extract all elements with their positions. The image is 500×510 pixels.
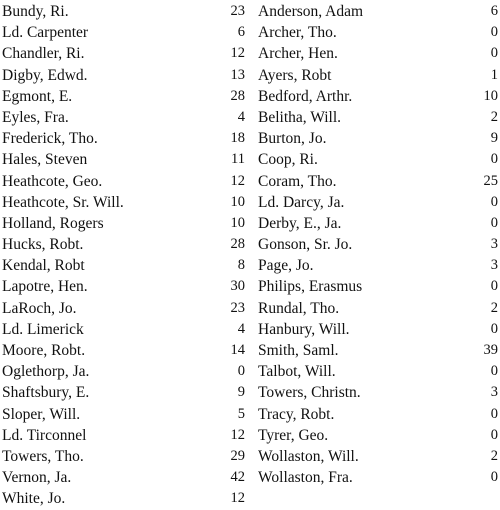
- member-name: LaRoch, Jo.: [2, 299, 77, 317]
- list-item: [2, 234, 245, 255]
- member-name: Smith, Saml.: [258, 342, 339, 359]
- list-item: [2, 128, 245, 149]
- member-name: Hales, Steven: [2, 151, 88, 169]
- list-item: [258, 86, 498, 107]
- member-name: White, Jo.: [2, 490, 66, 508]
- member-name: Bedford, Arthr.: [258, 87, 353, 105]
- member-count: 25: [483, 172, 498, 189]
- list-item: [258, 298, 498, 319]
- member-name: Burton, Jo.: [258, 130, 327, 148]
- member-name: Ld. Darcy, Ja.: [258, 193, 345, 211]
- member-count: 0: [490, 193, 498, 210]
- member-name: Chandler, Ri.: [2, 45, 85, 63]
- member-count: 13: [230, 66, 245, 83]
- member-count: 12: [230, 45, 245, 62]
- member-name: Coram, Tho.: [258, 172, 337, 190]
- list-item: [258, 255, 498, 276]
- member-name: Wollaston, Will.: [258, 447, 359, 465]
- member-name: Eyles, Fra.: [2, 108, 69, 126]
- member-name: Egmont, E.: [2, 87, 73, 105]
- member-count: 5: [237, 405, 245, 422]
- right-column: [258, 1, 498, 488]
- list-item: [2, 43, 245, 64]
- member-count: 42: [230, 469, 245, 486]
- list-item: [2, 425, 245, 446]
- member-count: 0: [490, 278, 498, 295]
- member-name: Hanbury, Will.: [258, 320, 350, 338]
- member-count: 4: [237, 108, 245, 125]
- list-item: [2, 361, 245, 382]
- member-name: Tracy, Robt.: [258, 405, 335, 423]
- member-count: 4: [237, 320, 245, 337]
- member-count: 2: [490, 108, 498, 125]
- list-item: [258, 319, 498, 340]
- member-name: Towers, Tho.: [2, 447, 84, 465]
- list-item: [258, 425, 498, 446]
- list-item: [2, 107, 245, 128]
- member-count: 8: [237, 257, 245, 274]
- list-item: [258, 128, 498, 149]
- member-count: 39: [483, 342, 498, 358]
- member-count: 29: [230, 447, 245, 464]
- member-count: 0: [490, 151, 498, 168]
- list-item: [2, 171, 245, 192]
- member-name: Page, Jo.: [258, 257, 314, 275]
- member-name: Shaftsbury, E.: [2, 384, 90, 402]
- list-item: [2, 382, 245, 403]
- member-count: 0: [490, 320, 498, 337]
- member-count: 2: [490, 447, 498, 464]
- member-count: 12: [230, 172, 245, 189]
- member-name: Kendal, Robt: [2, 257, 85, 275]
- list-item: [258, 234, 498, 255]
- member-name: Ld. Tirconnel: [2, 426, 87, 444]
- list-item: [258, 171, 498, 192]
- list-item: [258, 340, 498, 361]
- member-count: 30: [230, 278, 245, 295]
- member-name: Coop, Ri.: [258, 151, 318, 169]
- member-name: Holland, Rogers: [2, 214, 104, 232]
- member-name: Archer, Hen.: [258, 45, 338, 63]
- list-item: [258, 276, 498, 297]
- member-count: 0: [490, 426, 498, 443]
- member-name: Towers, Christn.: [258, 384, 361, 402]
- member-name: Talbot, Will.: [258, 363, 336, 381]
- list-item: [258, 192, 498, 213]
- member-count: 6: [490, 3, 498, 19]
- member-name: Heathcote, Sr. Will.: [2, 193, 124, 211]
- member-count: 23: [230, 3, 245, 19]
- member-name: Oglethorp, Ja.: [2, 363, 90, 381]
- member-count: 0: [490, 405, 498, 422]
- list-item: [2, 86, 245, 107]
- member-name: Anderson, Adam: [258, 3, 364, 20]
- member-name: Lapotre, Hen.: [2, 278, 88, 296]
- list-item: [2, 319, 245, 340]
- member-name: Digby, Edwd.: [2, 66, 88, 84]
- list-item: [258, 43, 498, 64]
- list-item: [258, 22, 498, 43]
- list-item: [258, 1, 498, 22]
- member-name: Belitha, Will.: [258, 108, 342, 126]
- member-count: 6: [237, 24, 245, 41]
- list-item: [258, 213, 498, 234]
- member-count: 28: [230, 236, 245, 253]
- member-count: 0: [490, 214, 498, 231]
- member-count: 9: [237, 384, 245, 401]
- member-name: Vernon, Ja.: [2, 469, 72, 487]
- list-item: [258, 361, 498, 382]
- list-item: [258, 65, 498, 86]
- list-item: [2, 22, 245, 43]
- member-name: Heathcote, Geo.: [2, 172, 103, 190]
- list-item: [2, 213, 245, 234]
- member-count: 10: [230, 193, 245, 210]
- member-name: Moore, Robt.: [2, 342, 86, 359]
- list-item: [258, 382, 498, 403]
- list-item: [2, 340, 245, 361]
- member-count: 12: [230, 490, 245, 507]
- list-item: [2, 255, 245, 276]
- list-item: [258, 149, 498, 170]
- member-count: 10: [483, 87, 498, 104]
- member-name: Archer, Tho.: [258, 24, 337, 42]
- member-count: 14: [230, 342, 245, 358]
- member-count: 0: [490, 45, 498, 62]
- member-count: 1: [490, 66, 498, 83]
- member-count: 3: [490, 257, 498, 274]
- list-item: [2, 65, 245, 86]
- list-item: [2, 404, 245, 425]
- member-count: 28: [230, 87, 245, 104]
- member-count: 0: [490, 363, 498, 380]
- member-count: 9: [490, 130, 498, 147]
- member-name: Frederick, Tho.: [2, 130, 98, 148]
- member-name: Philips, Erasmus: [258, 278, 363, 296]
- list-item: [2, 149, 245, 170]
- member-count: 3: [490, 236, 498, 253]
- member-count: 12: [230, 426, 245, 443]
- member-count: 0: [490, 469, 498, 486]
- member-count: 3: [490, 384, 498, 401]
- list-item: [2, 192, 245, 213]
- member-name: Hucks, Robt.: [2, 236, 84, 254]
- member-name: Gonson, Sr. Jo.: [258, 236, 353, 254]
- list-item: [2, 1, 245, 22]
- member-name: Tyrer, Geo.: [258, 426, 329, 444]
- list-item: [2, 488, 245, 509]
- member-count: 0: [490, 24, 498, 41]
- list-item: [2, 276, 245, 297]
- member-name: Wollaston, Fra.: [258, 469, 353, 487]
- member-name: Ld. Carpenter: [2, 24, 89, 42]
- list-item: [258, 404, 498, 425]
- member-count: 0: [237, 363, 245, 380]
- member-name: Ld. Limerick: [2, 320, 84, 338]
- member-count: 10: [230, 214, 245, 231]
- member-name: Bundy, Ri.: [2, 3, 69, 20]
- member-name: Derby, E., Ja.: [258, 214, 342, 232]
- list-item: [2, 298, 245, 319]
- member-count: 11: [231, 151, 245, 168]
- member-count: 2: [490, 299, 498, 316]
- left-column: [2, 1, 245, 510]
- member-name: Rundal, Tho.: [258, 299, 340, 317]
- member-name: Ayers, Robt: [258, 66, 332, 84]
- member-name: Sloper, Will.: [2, 405, 81, 423]
- member-count: 18: [230, 130, 245, 147]
- member-count: 23: [230, 299, 245, 316]
- list-item: [258, 107, 498, 128]
- list-item: [258, 467, 498, 488]
- list-item: [2, 467, 245, 488]
